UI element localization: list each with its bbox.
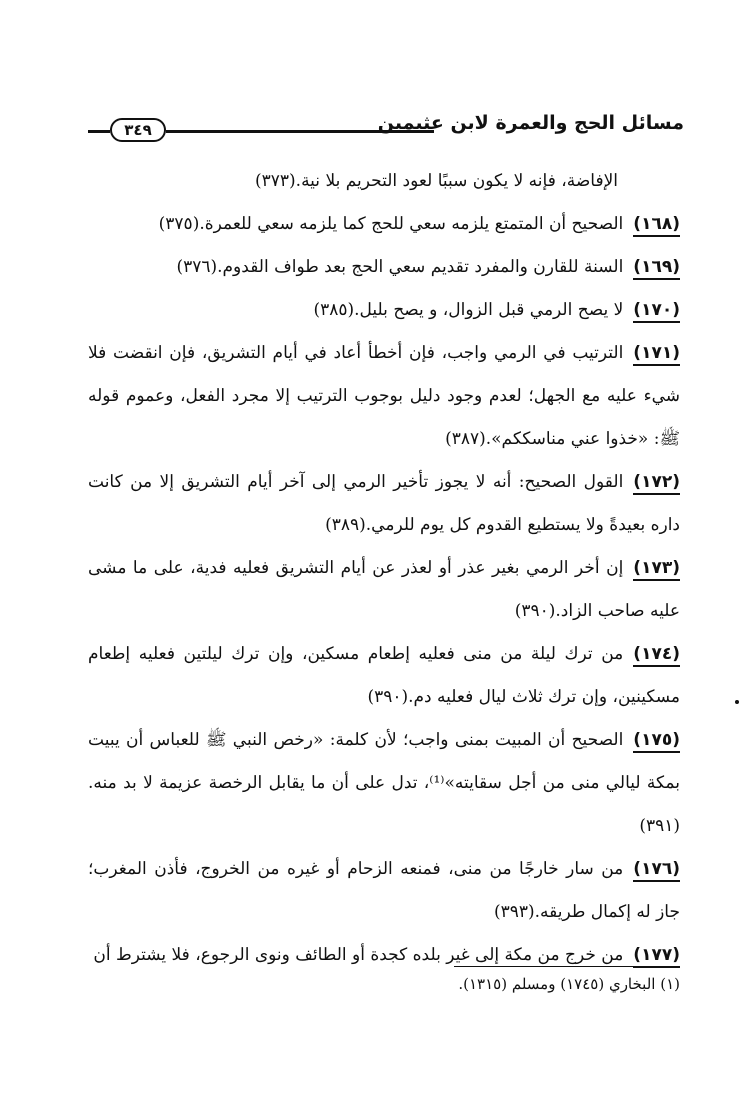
entry-text: الصحيح أن المتمتع يلزمه سعي للحج كما يلزمه سعي للعمرة.(٣٧٥) (158, 214, 624, 234)
entry-number: (١٦٩) (633, 256, 680, 280)
entry-text: من خرج من مكة إلى غير بلده كجدة أو الطائف ونوى الرجوع، فلا يشترط أن (93, 945, 624, 965)
margin-mark (735, 700, 739, 704)
list-item (88, 332, 680, 461)
entry-number: (١٧٤) (633, 643, 680, 667)
intro-continuation (88, 160, 680, 203)
page-header (88, 108, 684, 148)
entry-number: (١٧٠) (633, 299, 680, 323)
list-item (88, 633, 680, 719)
list-item (88, 848, 680, 934)
entry-number: (١٧٣) (633, 557, 680, 581)
entry-text: من ترك ليلة من منى فعليه إطعام مسكين، وإن ترك ليلتين فعليه إطعام مسكينين، وإن ترك ثلاث ليال فعليه دم.(٣٩٠) (88, 644, 680, 707)
footnote: (١) البخاري (١٧٤٥) ومسلم (١٣١٥). (458, 975, 680, 993)
entry-number: (١٦٨) (633, 213, 680, 237)
list-item (88, 461, 680, 547)
list-item (88, 203, 680, 246)
list-item (88, 289, 680, 332)
list-item (88, 934, 680, 977)
entry-number: (١٧٢) (633, 471, 680, 495)
list-item (88, 547, 680, 633)
entry-text: لا يصح الرمي قبل الزوال، و يصح بليل.(٣٨٥) (313, 300, 624, 320)
list-item (88, 246, 680, 289)
list-item (88, 719, 680, 848)
entry-text: السنة للقارن والمفرد تقديم سعي الحج بعد طواف القدوم.(٣٧٦) (176, 257, 624, 277)
entries-list (88, 160, 680, 977)
footnote-divider (454, 966, 680, 967)
entry-text: القول الصحيح: أنه لا يجوز تأخير الرمي إلى آخر أيام التشريق إلا من كانت داره بعيدةً ولا يستطيع القدوم كل يوم للرمي.(٣٨٩) (88, 472, 680, 535)
entry-text: من سار خارجًا من منى، فمنعه الزحام أو غيره من الخروج، فأذن المغرب؛ جاز له إكمال طريقه.(٣٩٣) (88, 859, 680, 922)
entry-number: (١٧١) (633, 342, 680, 366)
running-title: مسائل الحج والعمرة لابن عثيمين (377, 112, 684, 134)
entry-number: (١٧٥) (633, 729, 680, 753)
header-rule-left (88, 130, 110, 133)
page-number: ٣٤٩ (110, 118, 166, 142)
entry-number: (١٧٧) (633, 944, 680, 968)
entry-number: (١٧٦) (633, 858, 680, 882)
intro-text: الإفاضة، فإنه لا يكون سببًا لعود التحريم بلا نية.(٣٧٣) (254, 171, 618, 191)
entry-text: الترتيب في الرمي واجب، فإن أخطأ أعاد في أيام التشريق، فإن انقضت فلا شيء عليه مع الجهل؛ لعدم وجود دليل بوجوب الترتيب إلا مجرد الفعل، وعموم قوله ﷺ: «خذوا عني مناسككم».(٣٨٧) (88, 343, 680, 449)
entry-text: الصحيح أن المبيت بمنى واجب؛ لأن كلمة: «رخص النبي ﷺ للعباس أن يبيت بمكة ليالي منى من أجل سقايته»⁽¹⁾، تدل على أن ما يقابل الرخصة عزيمة لا بد منه.(٣٩١) (88, 730, 680, 836)
entry-text: إن أخر الرمي بغير عذر أو لعذر عن أيام التشريق فعليه فدية، على ما مشى عليه صاحب الزاد.(٣٩٠) (88, 558, 680, 621)
